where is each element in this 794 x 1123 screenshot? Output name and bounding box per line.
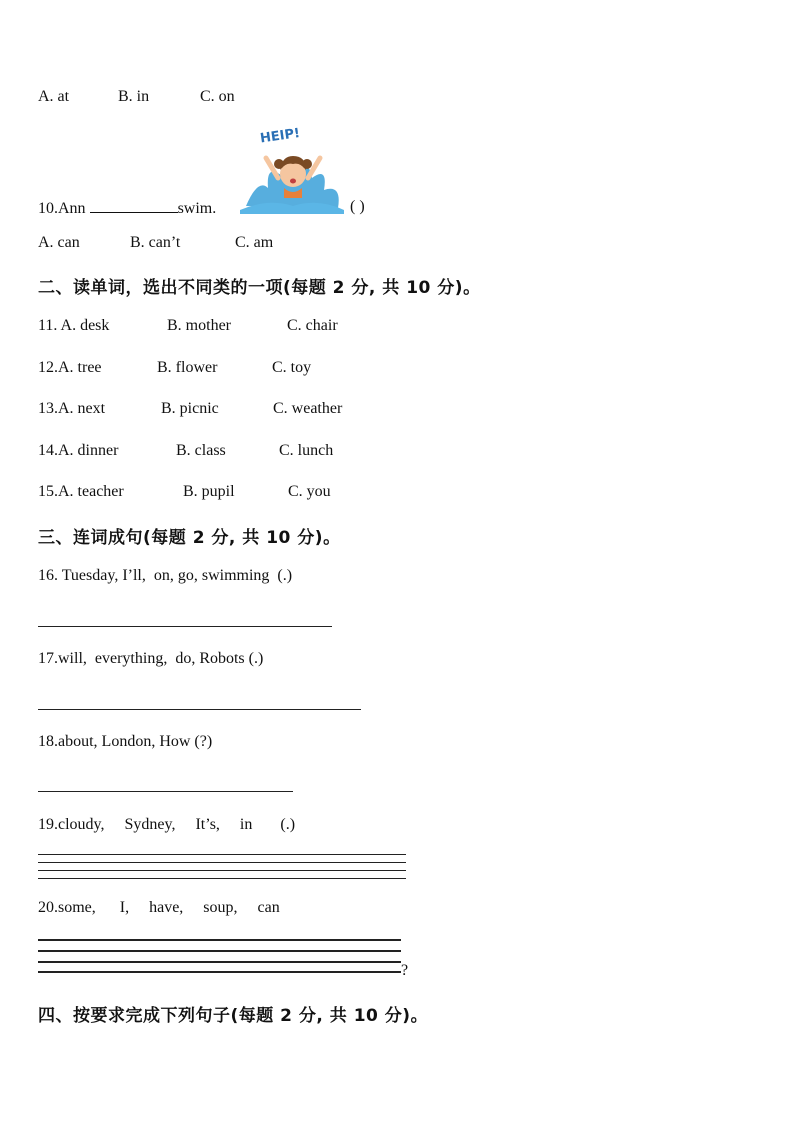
q12-option-c: C. toy [272, 359, 312, 376]
q18-prompt: 18.about, London, How (?) [38, 733, 213, 750]
q16-answer-line[interactable] [38, 626, 332, 627]
q15-option-b: B. pupil [183, 483, 235, 500]
q12-option-b: B. flower [157, 359, 218, 376]
q20-answer-line-1[interactable] [38, 939, 401, 941]
q13-option-c: C. weather [273, 400, 343, 417]
q14-option-b: B. class [176, 442, 226, 459]
q9-option-b: B. in [118, 88, 150, 105]
q20-question-mark: ? [401, 962, 409, 979]
drowning-girl-illustration [238, 118, 348, 216]
q13-option-a: 13.A. next [38, 400, 106, 417]
q10-answer-paren[interactable]: ( ) [350, 198, 365, 215]
q10-option-c: C. am [235, 234, 274, 251]
q13-option-b: B. picnic [161, 400, 219, 417]
q11-option-a: 11. A. desk [38, 317, 110, 334]
q18-answer-line[interactable] [38, 791, 293, 792]
q15-option-c: C. you [288, 483, 331, 500]
q19-answer-line-4[interactable] [38, 878, 406, 879]
q20-answer-line-3[interactable] [38, 961, 401, 963]
q19-answer-line-2[interactable] [38, 862, 406, 863]
q15-option-a: 15.A. teacher [38, 483, 124, 500]
q20-prompt: 20.some, I, have, soup, can [38, 899, 280, 916]
section2-heading: 二、读单词，选出不同类的一项(每题 2 分, 共 10 分)。 [38, 278, 481, 298]
q10-option-a: A. can [38, 234, 80, 251]
q10-answer-blank[interactable] [90, 198, 178, 213]
section4-heading: 四、按要求完成下列句子(每题 2 分, 共 10 分)。 [38, 1006, 429, 1026]
q17-prompt: 17.will, everything, do, Robots (.) [38, 650, 264, 667]
q9-option-a: A. at [38, 88, 70, 105]
q19-prompt: 19.cloudy, Sydney, It’s, in (.) [38, 816, 296, 833]
q17-answer-line[interactable] [38, 709, 361, 710]
q19-answer-line-3[interactable] [38, 870, 406, 871]
q11-option-b: B. mother [167, 317, 231, 334]
q16-prompt: 16. Tuesday, I’ll, on, go, swimming (.) [38, 567, 293, 584]
q10-number: 10.Ann [38, 200, 86, 217]
q10-question [38, 198, 216, 218]
q10-option-b: B. can’t [130, 234, 181, 251]
q10-after-blank: swim. [177, 200, 217, 217]
help-text: HEIP! [259, 125, 301, 147]
q19-answer-line-1[interactable] [38, 854, 406, 855]
q14-option-c: C. lunch [279, 442, 334, 459]
q9-option-c: C. on [200, 88, 235, 105]
q20-answer-line-4[interactable] [38, 971, 401, 973]
q20-answer-line-2[interactable] [38, 950, 401, 952]
q14-option-a: 14.A. dinner [38, 442, 119, 459]
section3-heading: 三、连词成句(每题 2 分, 共 10 分)。 [38, 528, 341, 548]
q12-option-a: 12.A. tree [38, 359, 102, 376]
q11-option-c: C. chair [287, 317, 338, 334]
